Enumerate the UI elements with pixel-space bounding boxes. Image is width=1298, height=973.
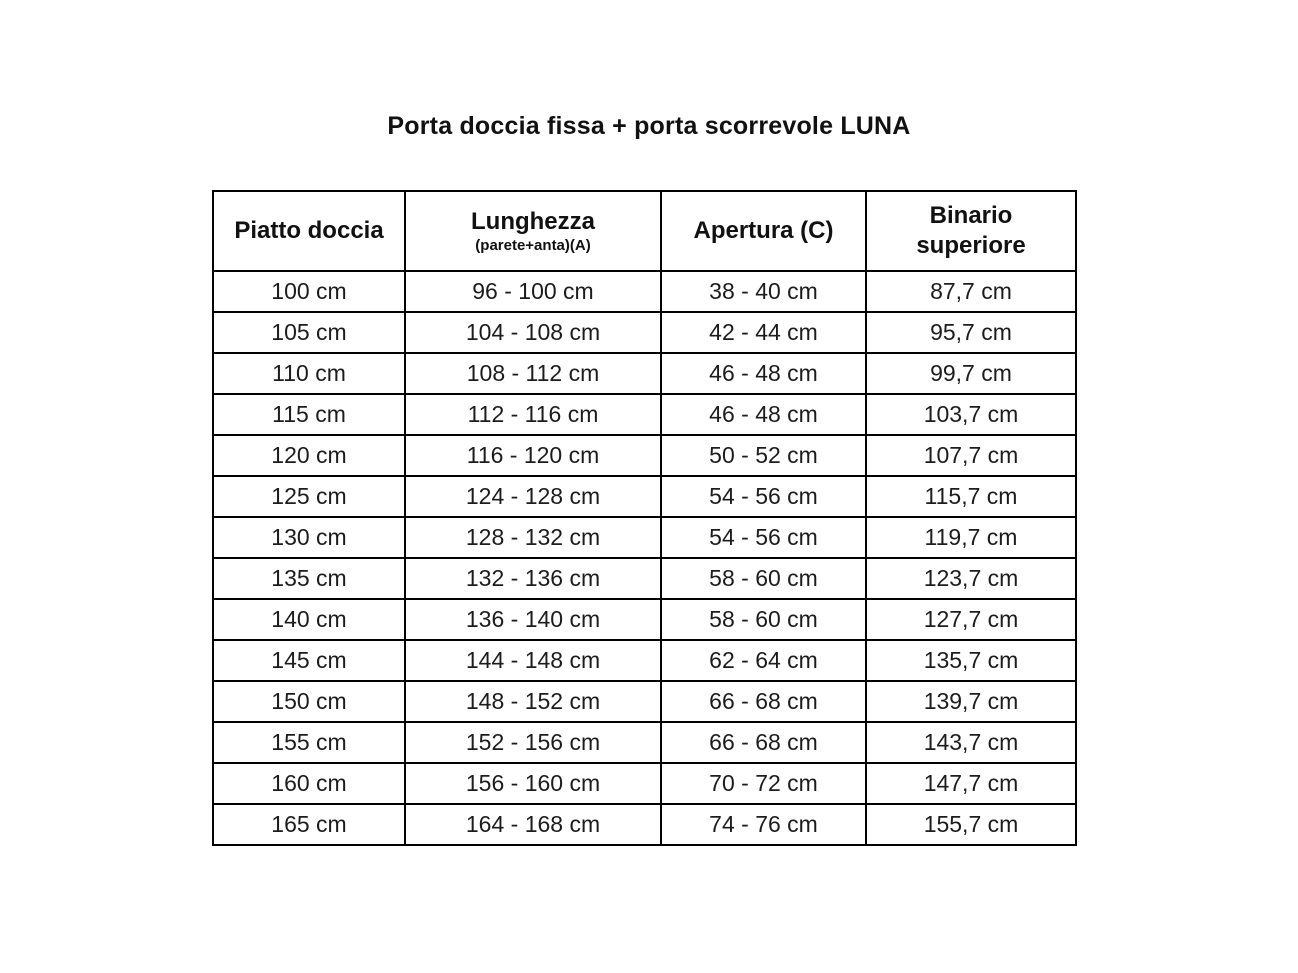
table-row — [213, 558, 1076, 599]
table-cell: 165 cm — [213, 804, 405, 845]
table-cell: 155 cm — [213, 722, 405, 763]
table-cell: 124 - 128 cm — [405, 476, 661, 517]
dimensions-table — [212, 190, 1077, 846]
table-cell: 145 cm — [213, 640, 405, 681]
table-row — [213, 722, 1076, 763]
table-row — [213, 804, 1076, 845]
table-cell: 128 - 132 cm — [405, 517, 661, 558]
table-cell: 132 - 136 cm — [405, 558, 661, 599]
table-cell: 150 cm — [213, 681, 405, 722]
table-cell: 116 - 120 cm — [405, 435, 661, 476]
table-cell: 119,7 cm — [866, 517, 1076, 558]
table-cell: 136 - 140 cm — [405, 599, 661, 640]
table-cell: 70 - 72 cm — [661, 763, 866, 804]
table-cell: 54 - 56 cm — [661, 517, 866, 558]
table-row — [213, 271, 1076, 312]
table-cell: 164 - 168 cm — [405, 804, 661, 845]
column-header-lunghezza — [405, 191, 661, 271]
table-body — [213, 271, 1076, 845]
dimensions-table-container — [212, 190, 1077, 846]
table-cell: 66 - 68 cm — [661, 681, 866, 722]
table-cell: 152 - 156 cm — [405, 722, 661, 763]
table-cell: 46 - 48 cm — [661, 394, 866, 435]
column-header-piatto-doccia — [213, 191, 405, 271]
table-row — [213, 394, 1076, 435]
table-cell: 160 cm — [213, 763, 405, 804]
table-cell: 103,7 cm — [866, 394, 1076, 435]
table-cell: 135,7 cm — [866, 640, 1076, 681]
table-cell: 156 - 160 cm — [405, 763, 661, 804]
table-cell: 95,7 cm — [866, 312, 1076, 353]
table-cell: 87,7 cm — [866, 271, 1076, 312]
table-cell: 62 - 64 cm — [661, 640, 866, 681]
table-cell: 50 - 52 cm — [661, 435, 866, 476]
table-cell: 58 - 60 cm — [661, 558, 866, 599]
table-cell: 96 - 100 cm — [405, 271, 661, 312]
table-cell: 144 - 148 cm — [405, 640, 661, 681]
table-cell: 110 cm — [213, 353, 405, 394]
table-cell: 38 - 40 cm — [661, 271, 866, 312]
table-cell: 115,7 cm — [866, 476, 1076, 517]
table-cell: 139,7 cm — [866, 681, 1076, 722]
table-cell: 140 cm — [213, 599, 405, 640]
column-header-binario-superiore — [866, 191, 1076, 271]
table-cell: 155,7 cm — [866, 804, 1076, 845]
table-row — [213, 312, 1076, 353]
table-cell: 125 cm — [213, 476, 405, 517]
column-header-label: Binario — [929, 202, 1013, 229]
column-header-apertura — [661, 191, 866, 271]
table-cell: 130 cm — [213, 517, 405, 558]
table-row — [213, 476, 1076, 517]
table-cell: 107,7 cm — [866, 435, 1076, 476]
table-cell: 123,7 cm — [866, 558, 1076, 599]
table-cell: 66 - 68 cm — [661, 722, 866, 763]
column-header-label: Lunghezza — [471, 208, 595, 235]
table-cell: 99,7 cm — [866, 353, 1076, 394]
table-cell: 100 cm — [213, 271, 405, 312]
table-cell: 105 cm — [213, 312, 405, 353]
table-cell: 108 - 112 cm — [405, 353, 661, 394]
table-row — [213, 353, 1076, 394]
table-cell: 74 - 76 cm — [661, 804, 866, 845]
table-cell: 135 cm — [213, 558, 405, 599]
table-cell: 112 - 116 cm — [405, 394, 661, 435]
page-title: Porta doccia fissa + porta scorrevole LUNA — [387, 112, 911, 140]
table-row — [213, 435, 1076, 476]
table-cell: 54 - 56 cm — [661, 476, 866, 517]
table-cell: 104 - 108 cm — [405, 312, 661, 353]
column-header-label: Piatto doccia — [234, 217, 384, 244]
table-cell: 147,7 cm — [866, 763, 1076, 804]
table-cell: 120 cm — [213, 435, 405, 476]
column-header-label: Apertura (C) — [693, 217, 834, 244]
table-cell: 46 - 48 cm — [661, 353, 866, 394]
table-row — [213, 763, 1076, 804]
table-cell: 115 cm — [213, 394, 405, 435]
table-cell: 42 - 44 cm — [661, 312, 866, 353]
table-row — [213, 681, 1076, 722]
table-row — [213, 599, 1076, 640]
table-cell: 148 - 152 cm — [405, 681, 661, 722]
column-header-label-line2: superiore — [916, 232, 1026, 259]
table-cell: 127,7 cm — [866, 599, 1076, 640]
column-header-sublabel: (parete+anta)(A) — [475, 237, 591, 254]
table-header-row — [213, 191, 1076, 271]
table-row — [213, 640, 1076, 681]
table-cell: 143,7 cm — [866, 722, 1076, 763]
table-cell: 58 - 60 cm — [661, 599, 866, 640]
table-row — [213, 517, 1076, 558]
